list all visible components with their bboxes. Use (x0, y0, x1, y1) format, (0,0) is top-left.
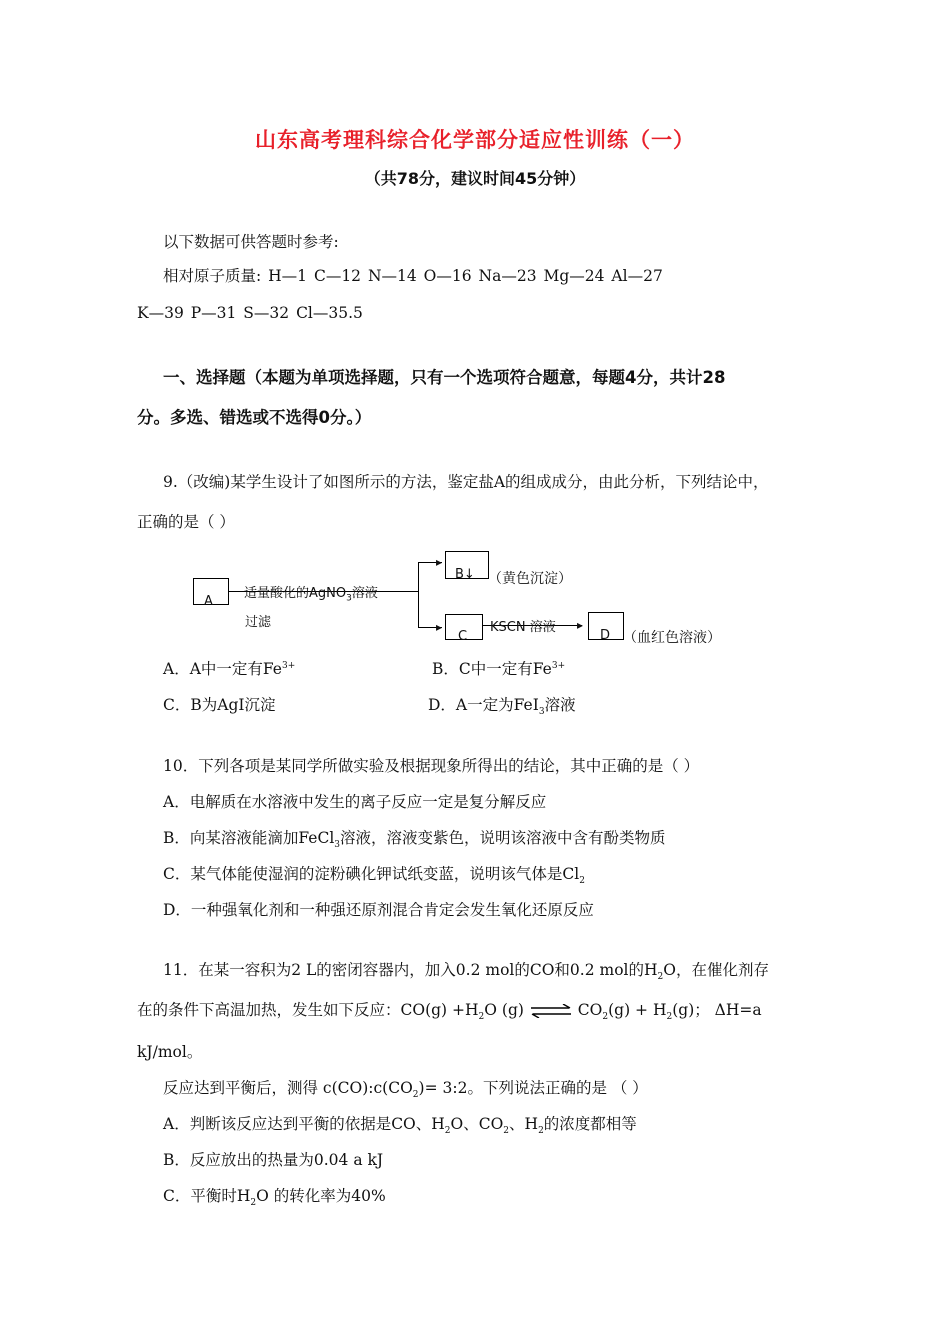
q11-line-4: 反应达到平衡后，测得 $c(CO):c(CO_2)=$ 3:2。下列说法正确的是 （ ） (163, 1079, 648, 1101)
arrow-head-b: ▸ (436, 555, 443, 569)
q11-line-2: 在的条件下高温加热，发生如下反应：$CO(g) +H_2O$ (g) $CO_2(g) + H_2(g)$； ΔH=a (137, 1001, 762, 1023)
box-b: B↓ (445, 551, 489, 579)
page-subtitle: （共78分，建议时间45分钟） (364, 169, 586, 188)
equilibrium-arrow-icon (529, 1004, 573, 1018)
filter-label: 过滤 (245, 615, 272, 630)
box-c: C (445, 614, 483, 640)
section-heading-line-1: 一、选择题（本题为单项选择题，只有一个选项符合题意，每题4分，共计28 (163, 368, 726, 387)
branch-line (418, 562, 419, 628)
q9-option-d: D．A一定为FeI$_3$溶液 (428, 696, 576, 718)
reference-line-1: 相对原子质量: H—1 C—12 N—14 O—16 Na—23 Mg—24 Al—27 (163, 267, 663, 285)
q9-option-b: B．C中一定有$Fe^{3+}$ (432, 660, 566, 678)
q9-option-c: C．B为AgI沉淀 (163, 696, 276, 714)
q11-option-c: C．平衡时$H_2O$ 的转化率为40% (163, 1187, 386, 1209)
q10-option-d: D．一种强氧化剂和一种强还原剂混合肯定会发生氧化还原反应 (163, 901, 594, 919)
b-note: （黄色沉淀） (488, 571, 572, 587)
q10-option-b: B．向某溶液能滴加FeCl$_3$溶液，溶液变紫色，说明该溶液中含有酚类物质 (163, 829, 666, 851)
q11-line-3: kJ/mol。 (137, 1043, 203, 1061)
q10-option-c: C．某气体能使湿润的淀粉碘化钾试纸变蓝，说明该气体是$Cl_2$ (163, 865, 585, 887)
d-note: （血红色溶液） (623, 630, 721, 646)
q11-option-a: A．判断该反应达到平衡的依据是CO、$H_2O$、$CO_2$、$H_2$的浓度都相等 (163, 1115, 637, 1137)
reference-line-2: K—39 P—31 S—32 Cl—35.5 (137, 304, 363, 322)
page-title: 山东高考理科综合化学部分适应性训练（一） (255, 128, 695, 152)
q11-option-b: B．反应放出的热量为0.04 a kJ (163, 1151, 384, 1169)
box-a: A (193, 578, 229, 605)
arrow-head-c: ▸ (436, 620, 443, 634)
q9-stem-line-1: 9.（改编)某学生设计了如图所示的方法，鉴定盐A的组成成分，由此分析，下列结论中， (163, 473, 769, 491)
reagent-label: 适量酸化的AgNO$_3$溶液 (244, 586, 378, 604)
kscn-label: KSCN 溶液 (490, 620, 556, 635)
q9-stem-line-2: 正确的是（ ） (137, 513, 235, 531)
section-heading-line-2: 分。多选、错选或不选得0分。） (137, 408, 372, 427)
arrow-head-d: ▸ (577, 618, 584, 632)
q11-line-1: 11．在某一容积为2 L的密闭容器内，加入0.2 mol的CO和0.2 mol的$H_2O$，在催化剂存 (163, 961, 769, 983)
q10-stem: 10．下列各项是某同学所做实验及根据现象所得出的结论，其中正确的是（ ） (163, 757, 700, 775)
box-d: D (588, 612, 624, 640)
q10-option-a: A．电解质在水溶液中发生的离子反应一定是复分解反应 (163, 793, 547, 811)
q9-option-a: A．A中一定有$Fe^{3+}$ (163, 660, 296, 678)
reference-intro: 以下数据可供答题时参考: (163, 233, 339, 251)
